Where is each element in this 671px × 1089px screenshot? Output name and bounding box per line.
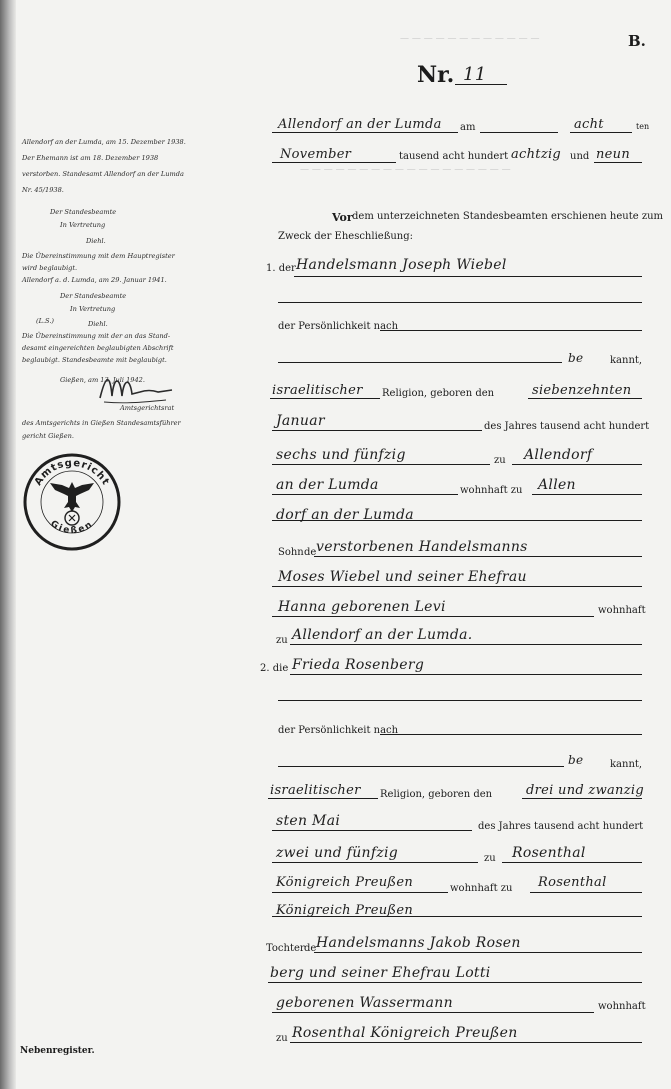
- registration-month: November: [280, 147, 352, 162]
- bride-birth-day-2: sten Mai: [276, 813, 341, 829]
- registration-day: acht: [574, 117, 604, 132]
- bride-residence-line: [530, 892, 642, 893]
- bride-birth-place-1: Rosenthal: [512, 845, 586, 861]
- year-printed: tausend acht hundert: [399, 151, 509, 162]
- bride-religion-line: [268, 798, 378, 799]
- ten-suffix: ten: [636, 122, 650, 131]
- bride-parents-residence: Rosenthal Königreich Preußen: [292, 1025, 518, 1041]
- bride-identity-line: [380, 734, 642, 735]
- bride-identity-label: der Persönlichkeit nach: [278, 725, 399, 736]
- bride-name-line: [290, 674, 642, 675]
- official-signature: [96, 368, 176, 408]
- groom-birth-month: Januar: [276, 413, 325, 429]
- groom-parents-line-2: [272, 586, 642, 587]
- purpose-text: Zweck der Eheschließung:: [278, 231, 414, 242]
- bride-residence-2-line: [272, 916, 642, 917]
- margin-line: beglaubigt. Standesbeamte mit beglaubigt.: [22, 356, 167, 364]
- groom-des-jahres: des Jahres tausend acht hundert: [484, 421, 650, 432]
- bride-parents-line-1: [314, 952, 642, 953]
- groom-birth-year: sechs und fünfzig: [276, 447, 406, 463]
- margin-line: Amtsgerichtsrat: [120, 404, 175, 412]
- am-label: am: [460, 122, 476, 133]
- bride-birth-place-2-line: [272, 892, 448, 893]
- margin-line: desamt eingereichten beglaubigten Abschrift: [22, 344, 174, 352]
- bride-bekannt-prefix: be: [568, 753, 584, 767]
- groom-religion-line: [270, 398, 380, 399]
- bride-religion-label: Religion, geboren den: [380, 789, 493, 800]
- groom-blank-line: [278, 302, 642, 303]
- groom-parents-2: Moses Wiebel und seiner Ehefrau: [278, 569, 527, 585]
- margin-line: Allendorf an der Lumda, am 15. Dezember 1938.: [22, 138, 186, 146]
- groom-bekannt-prefix: be: [568, 351, 584, 365]
- bride-blank-line: [278, 700, 642, 701]
- eagle-emblem-icon: [50, 482, 94, 525]
- tochter-label: Tochter: [266, 943, 305, 954]
- groom-parents-residence-line: [290, 644, 642, 645]
- day-underline: [570, 132, 632, 133]
- margin-line: Nr. 45/1938.: [22, 186, 64, 194]
- groom-residence-line: [532, 494, 642, 495]
- sohn-de: de: [304, 547, 317, 558]
- groom-wohnhaft: wohnhaft: [598, 605, 646, 616]
- bride-identity-line-2: [278, 766, 564, 767]
- margin-line: Die Übereinstimmung mit der an das Stand-: [22, 332, 171, 340]
- margin-line: Diehl.: [86, 237, 106, 245]
- bride-birth-year-line: [272, 862, 478, 863]
- bride-parents-line-3: [272, 1012, 594, 1013]
- groom-zu-2: zu: [276, 635, 288, 646]
- bride-wohnhaft: wohnhaft: [598, 1001, 646, 1012]
- bleed-through-text: — — — — — — — — — — — — — — — — — —: [300, 165, 511, 175]
- bride-name: Frieda Rosenberg: [292, 657, 425, 673]
- bride-parents-line-2: [268, 982, 642, 983]
- bride-birth-day-line: [522, 798, 642, 799]
- groom-parents-line-3: [272, 616, 594, 617]
- groom-parents-1: verstorbenen Handelsmanns: [316, 539, 528, 555]
- groom-parents-residence: Allendorf an der Lumda.: [292, 627, 473, 643]
- margin-line: wird beglaubigt.: [22, 264, 78, 272]
- groom-religion-label: Religion, geboren den: [382, 388, 495, 399]
- margin-line: In Vertretung: [60, 221, 106, 229]
- margin-line: des Amtsgerichts in Gießen Standesamtsführer: [22, 419, 181, 427]
- number-underline: [455, 84, 507, 85]
- stamp-top-text: Amtsgericht: [32, 457, 112, 488]
- svg-text:Gießen: [48, 519, 95, 536]
- bride-parents-3: geborenen Wassermann: [276, 995, 453, 1011]
- margin-line: gericht Gießen.: [22, 432, 74, 440]
- tochter-de: de: [304, 943, 317, 954]
- bride-bekannt: kannt,: [610, 759, 643, 770]
- groom-bekannt: kannt,: [610, 355, 643, 366]
- groom-name: Handelsmann Joseph Wiebel: [296, 257, 507, 273]
- bride-des-jahres: des Jahres tausend acht hundert: [478, 821, 644, 832]
- groom-birth-place-2: an der Lumda: [276, 477, 379, 493]
- blank-line: [480, 132, 558, 133]
- bride-residence-2: Königreich Preußen: [276, 903, 414, 918]
- stamp-bottom-text: Gießen: [48, 519, 96, 537]
- groom-birth-day: siebenzehnten: [532, 383, 632, 398]
- margin-line: Allendorf a. d. Lumda, am 29. Januar 1941.: [22, 276, 167, 284]
- bride-residence-1: Rosenthal: [538, 875, 607, 890]
- groom-birth-place-line: [512, 464, 642, 465]
- groom-name-line: [294, 276, 642, 277]
- bride-zu: zu: [484, 853, 496, 864]
- groom-birth-day-line: [528, 398, 642, 399]
- official-stamp: [22, 452, 122, 552]
- bride-birth-month-line: [272, 830, 472, 831]
- margin-line: (L.S.): [36, 317, 54, 325]
- month-underline: [272, 162, 396, 163]
- register-letter: B.: [628, 32, 646, 50]
- bride-birth-year: zwei und fünfzig: [276, 845, 399, 861]
- bride-parents-1: Handelsmanns Jakob Rosen: [316, 935, 521, 951]
- groom-parents-line-1: [314, 556, 642, 557]
- record-number-label: Nr.: [417, 62, 455, 88]
- bride-birth-day: drei und zwanzig: [526, 783, 644, 798]
- groom-identity-line: [380, 330, 642, 331]
- bride-birth-place-line: [502, 862, 642, 863]
- place-of-registration: Allendorf an der Lumda: [278, 117, 442, 132]
- bride-parents-2: berg und seiner Ehefrau Lotti: [270, 965, 491, 981]
- margin-line: verstorben. Standesamt Allendorf an der Lumda: [22, 170, 184, 178]
- sohn-label: Sohn: [278, 547, 304, 558]
- groom-birth-month-line: [272, 430, 482, 431]
- margin-line: Gießen, am 13. Juli 1942.: [60, 376, 145, 384]
- declaration-text: dem unterzeichneten Standesbeamten erschienen heute zum: [352, 211, 664, 222]
- bride-zu-2: zu: [276, 1033, 288, 1044]
- margin-line: Der Standesbeamte: [50, 208, 117, 216]
- margin-line: Der Ehemann ist am 18. Dezember 1938: [22, 154, 159, 162]
- bride-birth-place-2: Königreich Preußen: [276, 875, 414, 890]
- units-underline: [594, 162, 642, 163]
- bleed-through-text: — — — — — — — — — — — —: [400, 34, 540, 44]
- groom-zu: zu: [494, 455, 506, 466]
- year-tens: achtzig: [511, 147, 562, 162]
- groom-birth-place-1: Allendorf: [524, 447, 593, 463]
- groom-birth-year-line: [272, 464, 490, 465]
- margin-line: In Vertretung: [70, 305, 116, 313]
- groom-religion: israelitischer: [272, 383, 363, 398]
- und-label: und: [570, 151, 590, 162]
- vor-label: Vor: [332, 211, 353, 224]
- book-binding-edge: [0, 0, 16, 1089]
- groom-residence-2-line: [272, 520, 642, 521]
- groom-identity-label: der Persönlichkeit nach: [278, 321, 399, 332]
- groom-identity-line-2: [278, 362, 562, 363]
- bride-wohnhaft-zu: wohnhaft zu: [450, 883, 513, 894]
- groom-parents-3: Hanna geborenen Levi: [278, 599, 446, 615]
- margin-line: Diehl.: [88, 320, 108, 328]
- bride-number: 2. die: [260, 663, 289, 674]
- year-units: neun: [596, 147, 631, 162]
- bride-parents-residence-line: [290, 1042, 642, 1043]
- groom-birth-place-2-line: [272, 494, 458, 495]
- groom-residence-2: dorf an der Lumda: [276, 507, 414, 523]
- groom-number: 1. der: [266, 263, 296, 274]
- record-number-value: 11: [463, 64, 487, 85]
- margin-line: Der Standesbeamte: [60, 292, 127, 300]
- register-type-label: Nebenregister.: [20, 1046, 95, 1056]
- groom-residence-1: Allen: [538, 477, 576, 493]
- place-underline: [272, 132, 458, 133]
- bride-religion: israelitischer: [270, 783, 361, 798]
- groom-wohnhaft-zu: wohnhaft zu: [460, 485, 523, 496]
- margin-line: Die Übereinstimmung mit dem Hauptregister: [22, 252, 175, 260]
